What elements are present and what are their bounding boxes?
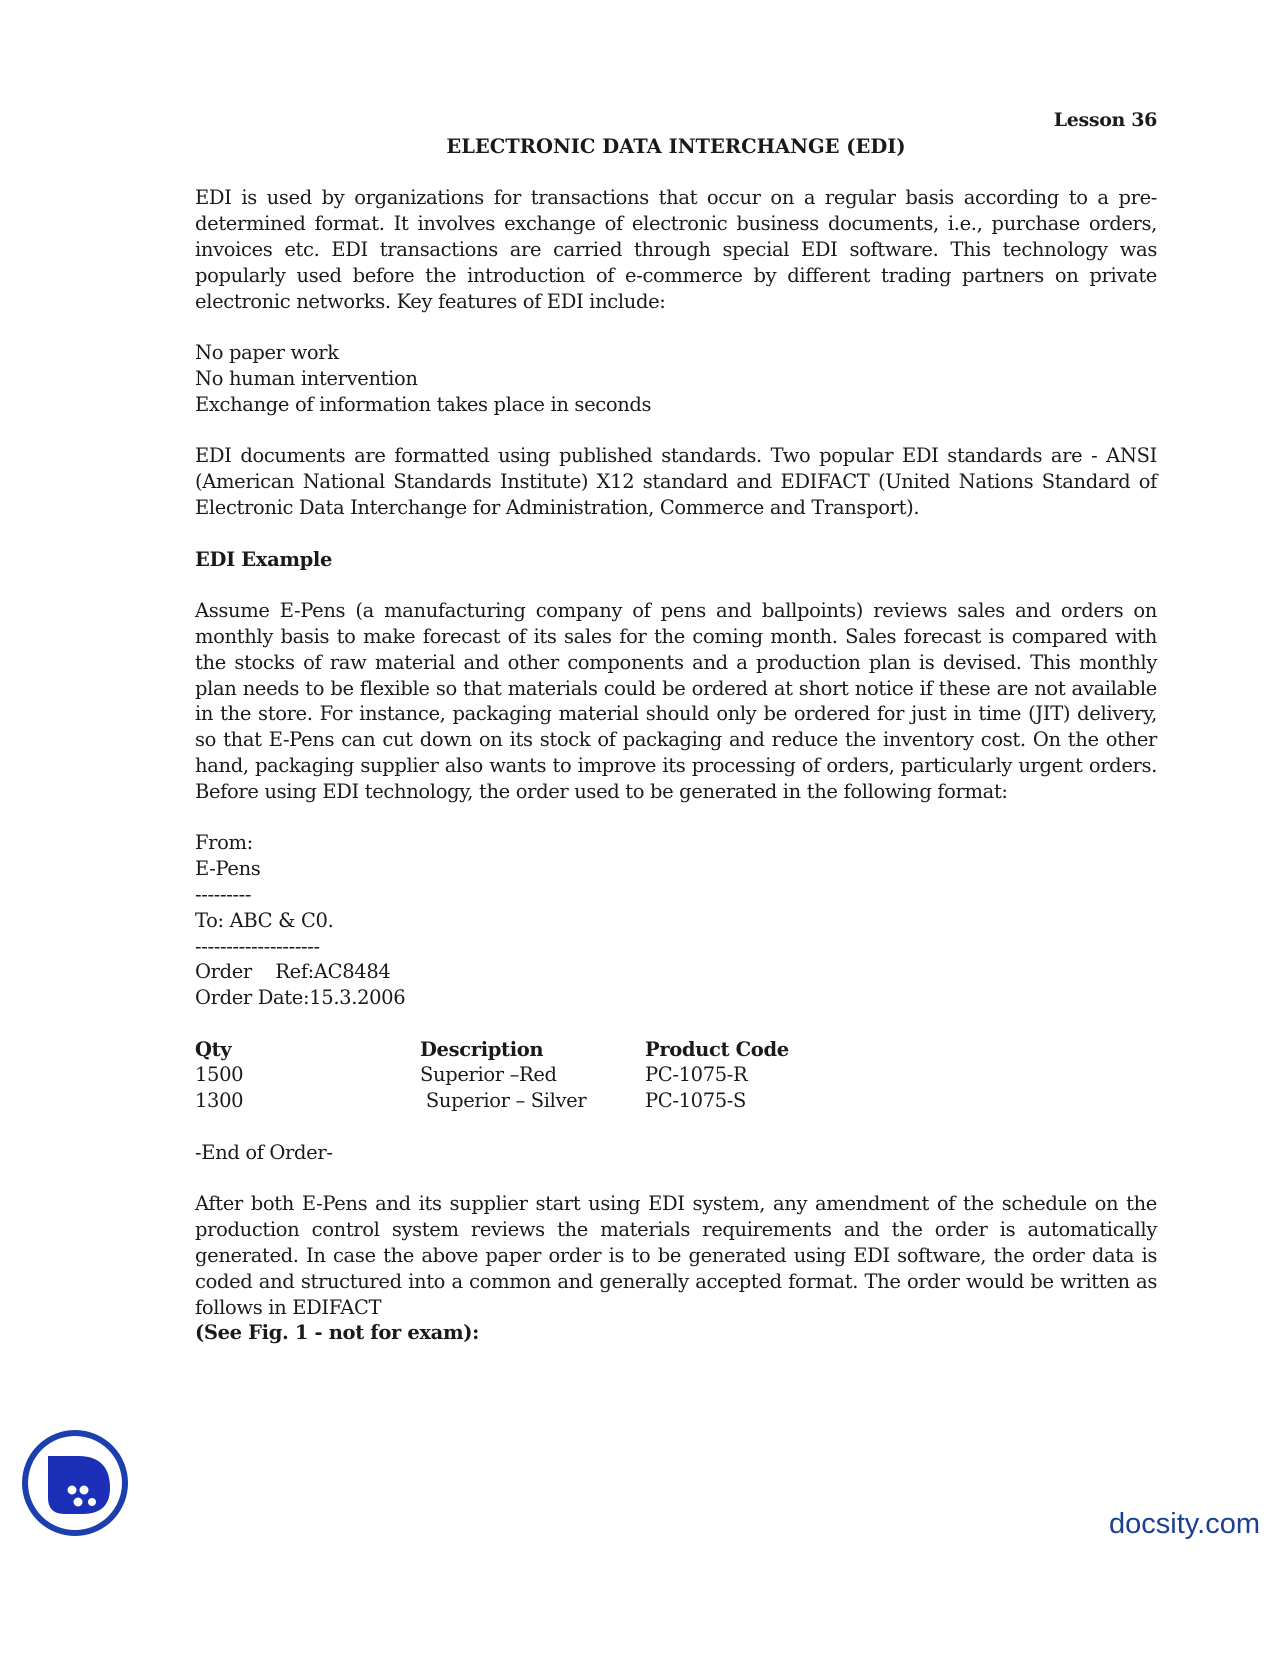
- order-separator: --------------------: [195, 934, 320, 958]
- table-row: [195, 1088, 845, 1114]
- order-from-value: E-Pens: [195, 857, 261, 881]
- docsity-logo-icon[interactable]: [20, 1428, 130, 1538]
- logo-graphic: [20, 1428, 130, 1538]
- docsity-brand-link[interactable]: docsity.com: [1109, 1508, 1260, 1540]
- list-item: No human intervention: [195, 366, 418, 390]
- column-header-description: Description: [420, 1037, 544, 1061]
- cell-qty: 1300: [195, 1089, 244, 1113]
- table-header-row: [195, 1037, 845, 1063]
- order-items-table: [195, 1037, 845, 1114]
- cell-product-code: PC-1075-R: [645, 1063, 748, 1087]
- order-date: Order Date:15.3.2006: [195, 986, 406, 1010]
- column-header-product-code: Product Code: [645, 1037, 789, 1061]
- column-header-qty: Qty: [195, 1037, 232, 1061]
- after-paragraph: After both E-Pens and its supplier start using EDI system, any amendment of the schedule on the production control system reviews the materials requirements and the order is automatically generated. In case the above paper order is to be generated using EDI software, the order data is coded and structured into a common and generally accepted format. The order would be written as follows in EDIFACT: [195, 1192, 1157, 1319]
- features-list: [195, 340, 1157, 417]
- cell-description: Superior – Silver: [420, 1089, 587, 1113]
- see-figure-note: (See Fig. 1 - not for exam):: [195, 1321, 479, 1345]
- cell-description: Superior –Red: [420, 1063, 557, 1087]
- paper-order: [195, 830, 1157, 1011]
- cell-qty: 1500: [195, 1063, 244, 1087]
- example-heading: EDI Example: [195, 547, 333, 571]
- order-from-label: From:: [195, 831, 253, 855]
- cell-product-code: PC-1075-S: [645, 1089, 747, 1113]
- page-title: ELECTRONIC DATA INTERCHANGE (EDI): [446, 134, 906, 158]
- intro-paragraph: EDI is used by organizations for transactions that occur on a regular basis according to a pre-determined format. It involves exchange of electronic business documents, i.e., purchase orders, invoices etc. EDI transactions are carried through special EDI software. This technology was popularly used before the introduction of e-commerce by different trading partners on private electronic networks. Key features of EDI include:: [195, 186, 1157, 313]
- list-item: No paper work: [195, 341, 339, 365]
- order-to: To: ABC & C0.: [195, 908, 334, 932]
- standards-paragraph: EDI documents are formatted using published standards. Two popular EDI standards are - ANSI (American National Standards Institute) X12 standard and EDIFACT (United Nations Standard of Electronic Data Interchange for Administration, Commerce and Transport).: [195, 444, 1157, 519]
- end-of-order: -End of Order-: [195, 1140, 333, 1164]
- order-separator: ---------: [195, 882, 252, 906]
- order-ref: Order Ref:AC8484: [195, 960, 391, 984]
- document-page: [195, 108, 1157, 1346]
- lesson-number: Lesson 36: [1053, 109, 1157, 131]
- table-row: [195, 1062, 845, 1088]
- example-paragraph: Assume E-Pens (a manufacturing company of pens and ballpoints) reviews sales and orders on monthly basis to make forecast of its sales for the coming month. Sales forecast is compared with the stocks of raw material and other components and a production plan is devised. This monthly plan needs to be flexible so that materials could be ordered at short notice if these are not available in the store. For instance, packaging material should only be ordered for just in time (JIT) delivery, so that E-Pens can cut down on its stock of packaging and reduce the inventory cost. On the other hand, packaging supplier also wants to improve its processing of orders, particularly urgent orders. Before using EDI technology, the order used to be generated in the following format:: [195, 599, 1157, 803]
- list-item: Exchange of information takes place in seconds: [195, 392, 652, 416]
